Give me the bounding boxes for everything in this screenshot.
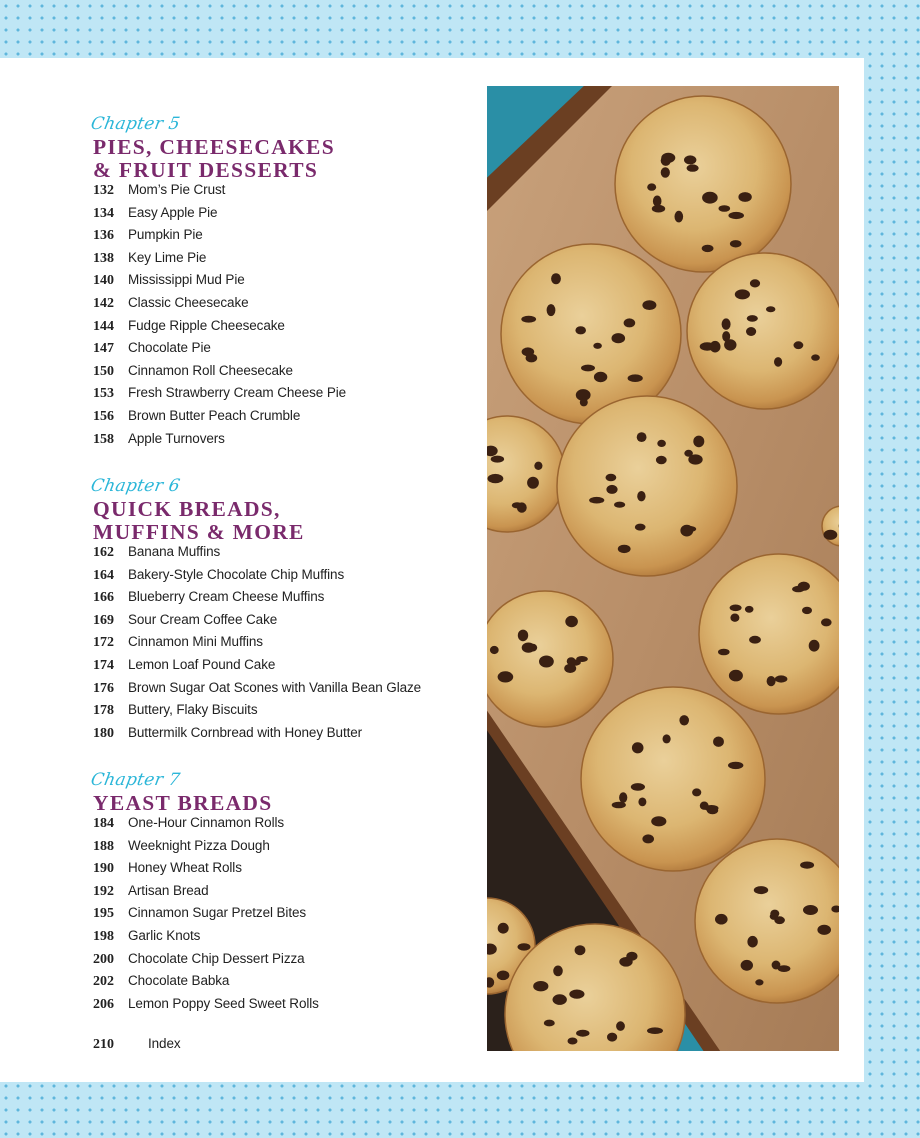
chocolate-chip (800, 862, 814, 869)
chapter-title-line: QUICK BREADS, (93, 497, 281, 521)
chocolate-chip (754, 886, 768, 894)
chocolate-chip (693, 436, 704, 448)
chocolate-chip (730, 614, 739, 622)
chocolate-chip (692, 788, 701, 796)
toc-entry[interactable] (93, 996, 319, 1019)
chocolate-chip (551, 273, 561, 284)
recipe-title: Key Lime Pie (128, 249, 207, 265)
recipe-title: Pumpkin Pie (128, 227, 203, 243)
cookie (615, 96, 791, 272)
page-number: 206 (93, 996, 114, 1012)
cookie (557, 396, 737, 576)
toc-entry[interactable] (93, 951, 319, 974)
chocolate-chip (498, 923, 509, 934)
toc-entry[interactable] (93, 408, 346, 431)
chocolate-chip (657, 440, 666, 447)
recipe-title: Fudge Ripple Cheesecake (128, 317, 285, 333)
page-number: 172 (93, 635, 114, 651)
chocolate-chip (821, 618, 832, 626)
chocolate-chip (618, 545, 631, 553)
chocolate-chip (722, 318, 731, 329)
toc-entry[interactable] (93, 634, 421, 657)
chocolate-chip (729, 670, 743, 682)
recipe-title: Classic Cheesecake (128, 294, 249, 310)
chocolate-chip (794, 341, 804, 349)
chocolate-chip (612, 333, 626, 343)
page-number: 178 (93, 703, 114, 719)
recipe-title: Chocolate Chip Dessert Pizza (128, 950, 305, 966)
chocolate-chip (614, 502, 625, 508)
recipe-title: Cinnamon Mini Muffins (128, 634, 263, 650)
chapter-label: Chapter 7 (89, 770, 182, 790)
chocolate-chip (663, 734, 671, 743)
chocolate-chip (544, 1020, 555, 1027)
chocolate-chip (741, 960, 753, 971)
recipe-title: Cinnamon Roll Cheesecake (128, 362, 293, 378)
toc-entry[interactable] (93, 363, 346, 386)
toc-entry[interactable] (93, 205, 346, 228)
page-number: 138 (93, 250, 114, 266)
toc-entry[interactable] (93, 680, 421, 703)
chocolate-chip (651, 816, 666, 826)
chocolate-chip (775, 675, 788, 682)
recipe-title: One-Hour Cinnamon Rolls (128, 815, 285, 830)
page-number: 190 (93, 861, 114, 877)
chapter-title-line: MUFFINS & MORE (93, 520, 305, 544)
toc-entry[interactable] (93, 318, 346, 341)
recipe-title: Easy Apple Pie (128, 204, 218, 220)
recipe-title: Lemon Poppy Seed Sweet Rolls (128, 995, 319, 1011)
chapter-entries (93, 182, 346, 453)
chocolate-chip (774, 916, 785, 924)
page-number: 147 (93, 341, 114, 357)
chocolate-chip (522, 643, 535, 653)
chocolate-chip (679, 715, 689, 725)
recipe-title: Garlic Knots (128, 927, 201, 943)
chocolate-chip (521, 316, 536, 323)
chocolate-chip (724, 339, 736, 350)
chapter-title (93, 792, 319, 815)
recipe-title: Apple Turnovers (128, 430, 225, 446)
page-number: 166 (93, 590, 114, 606)
chocolate-chip (642, 834, 654, 843)
page-number: 136 (93, 228, 114, 244)
toc-entry[interactable] (93, 567, 421, 590)
chocolate-chip (569, 990, 584, 999)
recipe-title: Lemon Loaf Pound Cake (128, 656, 276, 672)
page-number: 198 (93, 928, 114, 944)
chocolate-chip (642, 300, 656, 310)
chocolate-chip (728, 762, 743, 769)
chocolate-chip (575, 326, 586, 334)
chocolate-chip (728, 212, 744, 219)
chapter-entries (93, 815, 319, 1018)
chocolate-chip (533, 981, 548, 991)
chocolate-chip (527, 477, 539, 489)
chocolate-chip (647, 183, 656, 190)
chocolate-chip (809, 640, 820, 652)
page-number: 162 (93, 545, 114, 560)
chocolate-chip (688, 454, 702, 464)
chapter-7-section (89, 770, 319, 1018)
chocolate-chip (747, 315, 758, 322)
chocolate-chip (637, 432, 647, 442)
chocolate-chip (632, 742, 644, 753)
chapter-label: Chapter 5 (89, 114, 182, 134)
page-number: 192 (93, 883, 114, 899)
chocolate-chip (606, 485, 617, 494)
toc-entry[interactable] (93, 838, 319, 861)
chapter-6-section (89, 476, 422, 747)
index-title: Index (148, 1036, 181, 1051)
chocolate-chip (576, 1030, 589, 1037)
toc-entry[interactable] (93, 860, 319, 883)
chocolate-chip (619, 792, 627, 803)
chocolate-chip (747, 936, 757, 948)
chocolate-chip (755, 979, 763, 985)
chocolate-chip (522, 347, 535, 356)
chocolate-chip (575, 945, 586, 955)
chocolate-chip (680, 525, 693, 537)
chocolate-chip (746, 327, 756, 336)
toc-entry[interactable] (93, 227, 346, 250)
chocolate-chip (631, 783, 645, 791)
toc-entry[interactable] (93, 815, 319, 838)
chocolate-chip (637, 491, 645, 501)
chapter-label: Chapter 6 (89, 476, 182, 496)
chocolate-chip (553, 966, 563, 977)
chocolate-chip (635, 524, 646, 531)
chocolate-chip (684, 155, 696, 164)
recipe-title: Sour Cream Coffee Cake (128, 611, 278, 627)
chocolate-chip (656, 456, 667, 465)
chocolate-chip (490, 646, 499, 654)
chocolate-chip (792, 586, 804, 592)
chocolate-chip (553, 994, 567, 1005)
page-number: 195 (93, 906, 114, 922)
chocolate-chip (616, 1021, 625, 1031)
chocolate-chip (767, 676, 776, 686)
chocolate-chip (564, 664, 576, 673)
chocolate-chip (675, 211, 684, 223)
toc-entry[interactable] (93, 657, 421, 680)
chocolate-chip (565, 616, 578, 627)
page-number: 184 (93, 816, 114, 831)
page-number: 134 (93, 205, 114, 221)
chapter-title-line: PIES, CHEESECAKES (93, 135, 335, 159)
toc-entry[interactable] (93, 905, 319, 928)
chocolate-chip (774, 357, 782, 367)
toc-page (0, 58, 864, 1082)
cookie (687, 253, 839, 409)
page-number: 200 (93, 951, 114, 967)
chocolate-chip (581, 365, 595, 372)
cookies-photo (487, 86, 839, 1051)
chocolate-chip (498, 671, 514, 682)
chocolate-chip (766, 306, 775, 312)
chapter-title (93, 136, 346, 182)
cookie (581, 687, 765, 871)
chocolate-chip (497, 971, 510, 981)
chocolate-chip (589, 497, 604, 504)
chocolate-chip (745, 606, 754, 613)
chocolate-chip (749, 636, 761, 644)
recipe-title: Brown Sugar Oat Scones with Vanilla Bean Glaze (128, 679, 422, 695)
chocolate-chip (750, 279, 760, 287)
toc-entry[interactable] (93, 928, 319, 951)
chocolate-chip (713, 737, 724, 747)
chocolate-chip (568, 1038, 578, 1045)
page-number: 158 (93, 431, 114, 447)
chocolate-chip (730, 240, 742, 247)
recipe-title: Banana Muffins (128, 544, 221, 559)
recipe-title: Bakery-Style Chocolate Chip Muffins (128, 566, 345, 582)
page-number: 210 (93, 1037, 114, 1052)
chocolate-chip (612, 802, 626, 809)
recipe-title: Cinnamon Sugar Pretzel Bites (128, 905, 307, 921)
chocolate-chip (730, 605, 742, 612)
chocolate-chip (661, 167, 670, 178)
toc-entry[interactable] (93, 295, 346, 318)
page-number: 132 (93, 183, 114, 198)
chapter-title (93, 498, 421, 544)
toc-entry[interactable] (93, 385, 346, 408)
chocolate-chip (803, 905, 818, 915)
page-number: 144 (93, 318, 114, 334)
page-number: 142 (93, 295, 114, 311)
chocolate-chip (606, 474, 617, 481)
toc-entry[interactable] (93, 589, 421, 612)
recipe-title: Buttery, Flaky Biscuits (128, 702, 258, 718)
chocolate-chip (594, 372, 607, 382)
chocolate-chip (626, 952, 637, 961)
recipe-title: Mississippi Mud Pie (128, 272, 245, 288)
recipe-title: Weeknight Pizza Dough (128, 837, 270, 853)
chocolate-chip (700, 342, 715, 350)
toc-entry[interactable] (93, 250, 346, 273)
toc-entry[interactable] (93, 544, 421, 567)
recipe-title: Brown Butter Peach Crumble (128, 407, 301, 423)
chocolate-chip (702, 192, 718, 204)
toc-entry[interactable] (93, 702, 421, 725)
recipe-title: Chocolate Pie (128, 340, 211, 356)
recipe-title: Blueberry Cream Cheese Muffins (128, 589, 325, 605)
page-number: 180 (93, 725, 114, 741)
chocolate-chip (802, 607, 812, 614)
chocolate-chip (715, 914, 728, 925)
chocolate-chip (624, 318, 636, 327)
page-number: 202 (93, 974, 114, 990)
chocolate-chip (687, 164, 699, 171)
page-number: 140 (93, 273, 114, 289)
chocolate-chip (628, 374, 643, 382)
chocolate-chip (539, 656, 554, 668)
toc-entry[interactable] (93, 612, 421, 635)
index-entry[interactable] (93, 1036, 181, 1053)
chocolate-chip (488, 474, 504, 483)
page-number: 150 (93, 363, 114, 379)
recipe-title: Honey Wheat Rolls (128, 860, 242, 876)
chapter-title-line: & FRUIT DESSERTS (93, 158, 319, 182)
chocolate-chip (518, 943, 531, 950)
page-number: 164 (93, 567, 114, 583)
cookies-illustration (487, 86, 839, 1051)
chapter-title-line: YEAST BREADS (93, 791, 273, 815)
chocolate-chip (718, 649, 730, 656)
chocolate-chip (738, 192, 751, 202)
chocolate-chip (719, 205, 731, 212)
chocolate-chip (705, 805, 719, 811)
page-number: 174 (93, 657, 114, 673)
chocolate-chip (534, 462, 542, 470)
page-number: 156 (93, 408, 114, 424)
recipe-title: Mom’s Pie Crust (128, 182, 226, 197)
chocolate-chip (817, 925, 831, 935)
toc-entry[interactable] (93, 340, 346, 363)
page-number: 153 (93, 386, 114, 402)
toc-entry[interactable] (93, 973, 319, 996)
chocolate-chip (607, 1033, 617, 1042)
chapter-5-section (89, 114, 347, 453)
chocolate-chip (811, 354, 820, 360)
toc-entry[interactable] (93, 182, 346, 205)
table-of-contents (0, 58, 480, 1082)
chocolate-chip (547, 304, 556, 316)
chocolate-chip (772, 961, 781, 970)
chocolate-chip (770, 910, 779, 918)
chocolate-chip (518, 630, 528, 642)
chocolate-chip (702, 245, 714, 252)
toc-entry[interactable] (93, 272, 346, 295)
recipe-title: Artisan Bread (128, 882, 209, 898)
chocolate-chip (824, 530, 838, 540)
page-number: 169 (93, 612, 114, 628)
recipe-title: Fresh Strawberry Cream Cheese Pie (128, 385, 347, 401)
page-number: 176 (93, 680, 114, 696)
toc-entry[interactable] (93, 725, 421, 748)
recipe-title: Buttermilk Cornbread with Honey Butter (128, 724, 363, 740)
chocolate-chip (491, 456, 504, 463)
chocolate-chip (652, 205, 665, 213)
chocolate-chip (517, 502, 527, 512)
toc-entry[interactable] (93, 431, 346, 454)
chocolate-chip (735, 289, 750, 299)
chocolate-chip (580, 398, 588, 406)
page-number: 188 (93, 838, 114, 854)
chocolate-chip (661, 153, 675, 163)
recipe-title: Chocolate Babka (128, 973, 230, 989)
chapter-entries (93, 544, 421, 747)
chocolate-chip (593, 343, 602, 349)
chocolate-chip (647, 1027, 663, 1034)
chocolate-chip (638, 798, 646, 807)
toc-entry[interactable] (93, 883, 319, 906)
